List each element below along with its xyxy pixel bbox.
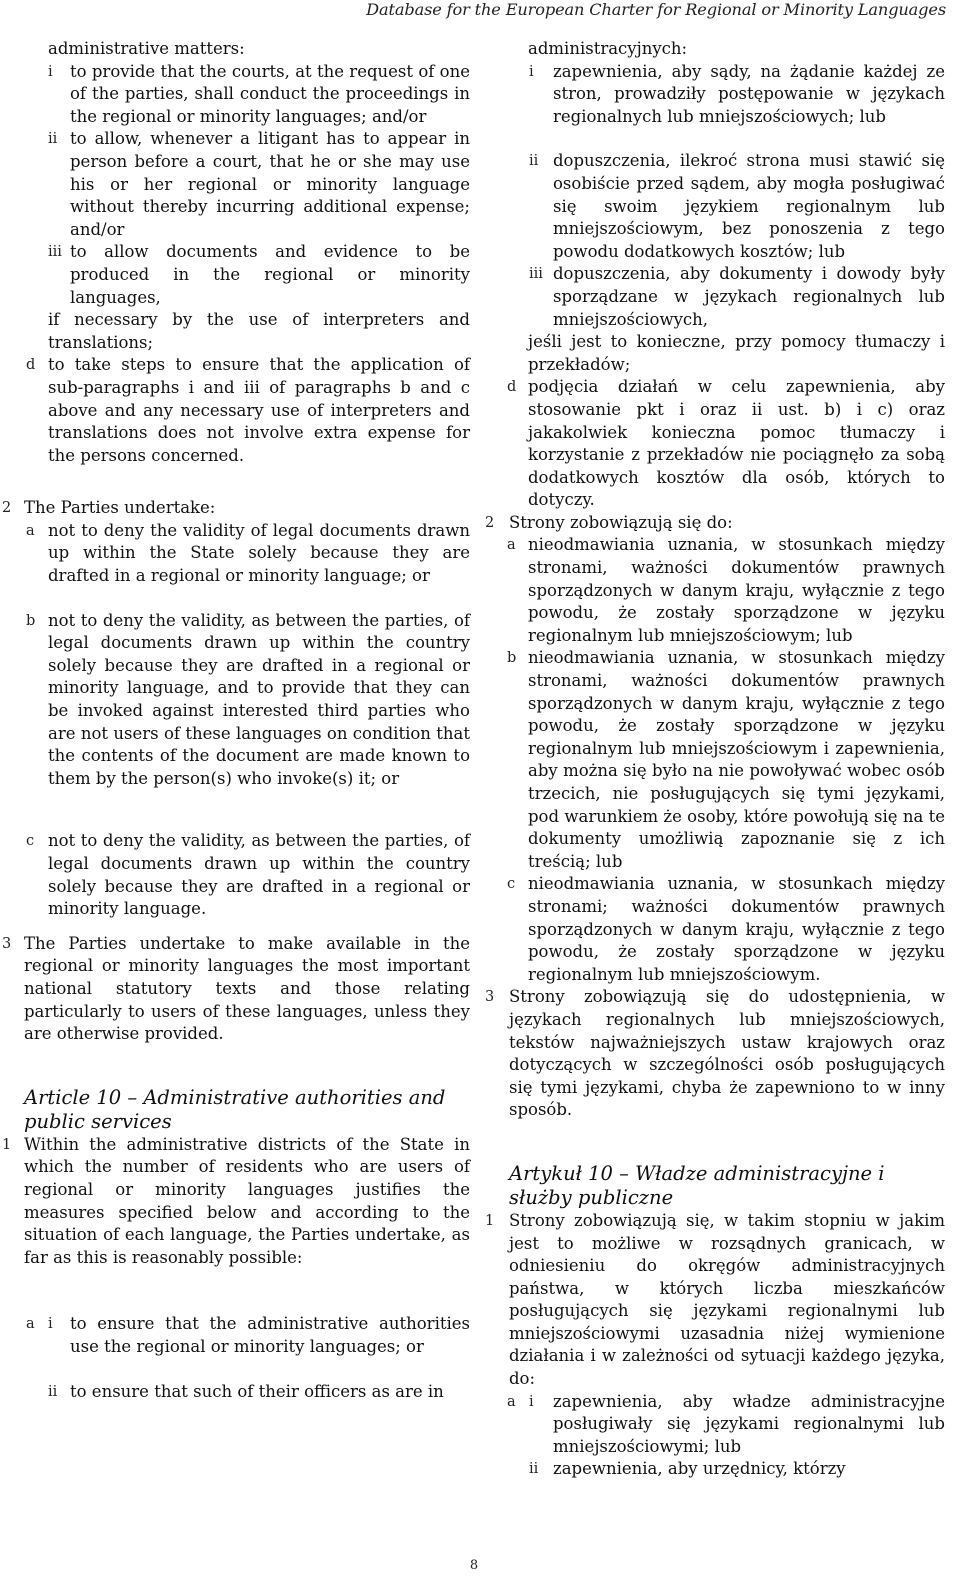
english-column (0, 38, 470, 1403)
paragraph-text: if necessary by the use of interpreters and translations; (48, 310, 470, 352)
paragraph (0, 933, 470, 1046)
paragraph-text: Within the administrative districts of the State in which the number of residents who are users of regional or minority languages justifies the measures specified below and according to the situation of each language, the Parties undertake, as far as this is reasonably possible: (24, 1134, 470, 1267)
paragraph (485, 150, 945, 263)
paragraph (0, 1313, 470, 1358)
paragraph (485, 263, 945, 331)
list-marker: iii (529, 266, 543, 283)
paragraph-text: podjęcia działań w celu zapewnienia, aby stosowanie pkt i oraz ii ust. b) i c) oraz jakakolwiek konieczna pomoc tłumaczy i korzystanie z przekładów nie pociągnęło za sobą dodatkowych kosztów dla osób, których to dotyczy. (528, 377, 945, 510)
list-marker: d (26, 357, 36, 374)
paragraph (485, 1458, 945, 1481)
spacer (485, 128, 945, 150)
list-marker: a (507, 537, 516, 554)
paragraph (0, 610, 470, 791)
list-marker: i (48, 1316, 53, 1333)
paragraph-text: dopuszczenia, aby dokumenty i dowody były sporządzane w językach regionalnych lub mniejszościowych, (553, 264, 945, 329)
spacer (0, 467, 470, 497)
list-marker: b (507, 650, 517, 667)
paragraph (485, 331, 945, 376)
list-marker: i (48, 63, 53, 80)
list-marker: ii (48, 131, 58, 148)
page-header: Database for the European Charter for Regional or Minority Languages (366, 0, 946, 19)
paragraph-text: nieodmawiania uznania, w stosunkach między stronami; ważności dokumentów prawnych sporządzonych w danym kraju, wyłącznie z tego powodu, że zostały sporządzone w języku regionalnym lub mniejszościowym. (528, 874, 945, 984)
page-number: 8 (469, 1558, 479, 1573)
list-marker: 3 (485, 989, 495, 1006)
paragraph-text: nieodmawiania uznania, w stosunkach między stronami, ważności dokumentów prawnych sporządzonych w danym kraju, wyłącznie z tego powodu, że zostały sporządzone w języku regionalnym lub mniejszościowym i zapewnienia, aby można się było na nie powoływać wobec osób trzecich, nie posługujących się tymi językami, pod warunkiem że osoby, które powołują się na te dokumenty umożliwią zapoznanie się z ich treścią; lub (528, 648, 945, 871)
spacer (0, 588, 470, 610)
paragraph (0, 830, 470, 920)
paragraph (485, 376, 945, 512)
paragraph-text: dopuszczenia, ilekroć strona musi stawić się osobiście przed sądem, aby mogła posługiwać się swoim językiem regionalnym lub mniejszościowym, bez ponoszenia z tego powodu dodatkowych kosztów; lub (553, 151, 945, 261)
paragraph-text: zapewnienia, aby władze administracyjne posługiwały się językami regionalnymi lub mniejszościowymi; lub (553, 1391, 945, 1456)
paragraph (0, 497, 470, 520)
list-marker: b (26, 612, 36, 629)
paragraph (485, 647, 945, 873)
paragraph-text: to provide that the courts, at the request of one of the parties, shall conduct the proceedings in the regional or minority languages; and/or (70, 61, 470, 126)
polish-column (485, 38, 945, 1481)
spacer (0, 1269, 470, 1313)
paragraph (485, 873, 945, 986)
paragraph (0, 520, 470, 588)
list-marker: i (529, 63, 534, 80)
paragraph-text: to allow, whenever a litigant has to appear in person before a court, that he or she may use his or her regional or minority language without thereby incurring additional expense; and/or (70, 129, 470, 239)
paragraph (0, 61, 470, 129)
paragraph-text: administracyjnych: (528, 39, 688, 58)
paragraph-text: The Parties undertake to make available in the regional or minority languages the most important national statutory texts and those relating particularly to users of these languages, unless they are otherwise provided. (24, 933, 470, 1044)
list-marker: a (26, 1316, 35, 1333)
paragraph-text: not to deny the validity of legal documents drawn up within the State solely because they are drafted in a regional or minority language; or (48, 520, 470, 586)
paragraph-text: not to deny the validity, as between the parties, of legal documents drawn up within the country solely because they are drafted in a regional or minority language. (48, 831, 470, 919)
paragraph-text: The Parties undertake: (24, 498, 216, 518)
list-marker: 1 (485, 1212, 495, 1229)
paragraph-text: zapewnienia, aby urzędnicy, którzy (553, 1459, 846, 1479)
paragraph-text: nieodmawiania uznania, w stosunkach między stronami, ważności dokumentów prawnych sporządzonych w danym kraju, wyłącznie z tego powodu, że zostały sporządzone w języku regionalnym lub mniejszościowym; lub (528, 535, 945, 645)
paragraph (485, 512, 945, 535)
spacer (0, 790, 470, 830)
spacer (485, 1122, 945, 1162)
spacer (0, 1046, 470, 1086)
list-marker: 2 (485, 514, 495, 531)
paragraph (485, 1210, 945, 1391)
list-marker: iii (48, 244, 62, 261)
list-marker: a (507, 1393, 516, 1410)
paragraph-text: Strony zobowiązują się, w takim stopniu w jakim jest to możliwe w rozsądnych granicach, w odniesieniu do okręgów administracyjnych państwa, w których liczba mieszkańców posługujących się językami regionalnymi lub mniejszościowymi uzasadnia niżej wymienione działania i w zależności od sytuacji każdego języka, do: (509, 1210, 945, 1389)
paragraph-text: zapewnienia, aby sądy, na żądanie każdej ze stron, prowadziły postępowanie w językach regionalnych lub mniejszościowych; lub (553, 61, 945, 126)
paragraph (485, 534, 945, 647)
paragraph (0, 1134, 470, 1270)
paragraph-text: to ensure that the administrative authorities use the regional or minority languages; or (70, 1314, 470, 1356)
list-marker: ii (48, 1383, 58, 1400)
paragraph (485, 986, 945, 1122)
paragraph (0, 128, 470, 241)
paragraph-text: Strony zobowiązują się do udostępnienia, w językach regionalnych lub mniejszościowych, tekstów najważniejszych ustaw krajowych oraz dotyczących w szczególności osób posługujących się tymi językami, chyba że zapewniono to w inny sposób. (509, 987, 945, 1120)
list-marker: 3 (2, 935, 12, 952)
paragraph-text: administrative matters: (48, 39, 245, 58)
paragraph-text: not to deny the validity, as between the parties, of legal documents drawn up within the country solely because they are drafted in a regional or minority language, and to provide that they can be invoked against interested third parties who are not users of these languages on condition that the contents of the document are made known to them by the person(s) who invoke(s) it; or (48, 610, 470, 788)
paragraph-text: to take steps to ensure that the application of sub-paragraphs i and iii of paragraphs b and c above and any necessary use of interpreters and translations does not involve extra expense for the persons concerned. (48, 355, 470, 465)
article-title: Artykuł 10 – Władze administracyjne i służby publiczne (509, 1161, 885, 1209)
list-marker: 2 (2, 500, 12, 517)
paragraph-text: to allow documents and evidence to be produced in the regional or minority languages, (70, 242, 470, 307)
list-marker: ii (529, 1461, 539, 1478)
article-title: Article 10 – Administrative authorities and public services (24, 1085, 446, 1133)
paragraph-text: jeśli jest to konieczne, przy pomocy tłumaczy i przekładów; (528, 332, 945, 374)
paragraph (0, 309, 470, 354)
paragraph (0, 38, 470, 61)
paragraph-text: to ensure that such of their officers as are in (70, 1381, 444, 1401)
list-marker: ii (529, 153, 539, 170)
paragraph (0, 354, 470, 467)
paragraph (485, 38, 945, 61)
paragraph (0, 241, 470, 309)
paragraph-text: Strony zobowiązują się do: (509, 512, 733, 532)
paragraph (485, 61, 945, 129)
list-marker: d (507, 379, 517, 396)
paragraph (0, 1381, 470, 1404)
spacer (0, 1359, 470, 1381)
list-marker: i (529, 1393, 534, 1410)
spacer (0, 921, 470, 933)
paragraph (485, 1391, 945, 1459)
list-marker: 1 (2, 1136, 12, 1153)
list-marker: c (507, 876, 516, 893)
list-marker: c (26, 833, 35, 850)
list-marker: a (26, 522, 35, 539)
